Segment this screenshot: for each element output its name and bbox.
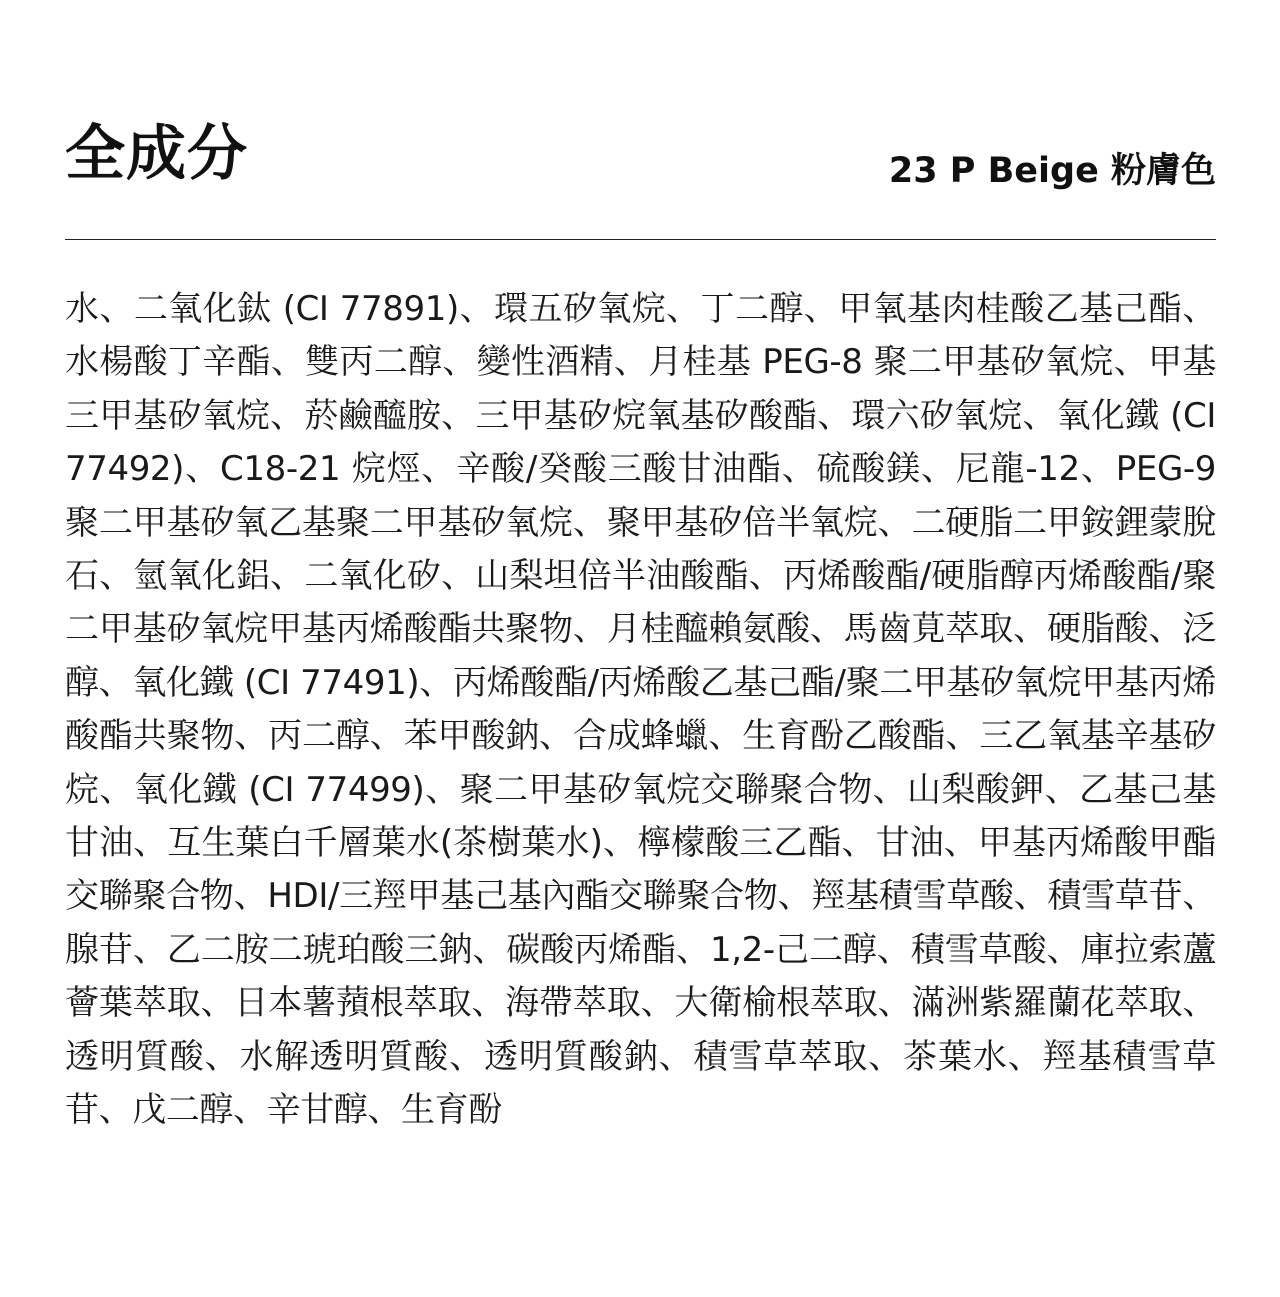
page-title: 全成分 [65,119,248,189]
page-header [65,0,1216,240]
header-divider [65,239,1216,240]
ingredients-page [65,0,1216,1131]
ingredient-list: 水、二氧化鈦 (CI 77891)、環五矽氧烷、丁二醇、甲氧基肉桂酸乙基己酯、水楊酸丁辛酯、雙丙二醇、變性酒精、月桂基 PEG-8 聚二甲基矽氧烷、甲基三甲基矽氧烷、菸鹼醯胺、三甲基矽烷氧基矽酸酯、環六矽氧烷、氧化鐵 (CI 77492)、C18-21 烷烴、辛酸/癸酸三酸甘油酯、硫酸鎂、尼龍-12、PEG-9 聚二甲基矽氧乙基聚二甲基矽氧烷、聚甲基矽倍半氧烷、二硬脂二甲銨鋰蒙脫石、氫氧化鋁、二氧化矽、山梨坦倍半油酸酯、丙烯酸酯/硬脂醇丙烯酸酯/聚二甲基矽氧烷甲基丙烯酸酯共聚物、月桂醯賴氨酸、馬齒莧萃取、硬脂酸、泛醇、氧化鐵 (CI 77491)、丙烯酸酯/丙烯酸乙基己酯/聚二甲基矽氧烷甲基丙烯酸酯共聚物、丙二醇、苯甲酸鈉、合成蜂蠟、生育酚乙酸酯、三乙氧基辛基矽烷、氧化鐵 (CI 77499)、聚二甲基矽氧烷交聯聚合物、山梨酸鉀、乙基己基甘油、互生葉白千層葉水(茶樹葉水)、檸檬酸三乙酯、甘油、甲基丙烯酸甲酯交聯聚合物、HDI/三羥甲基己基內酯交聯聚合物、羥基積雪草酸、積雪草苷、腺苷、乙二胺二琥珀酸三鈉、碳酸丙烯酯、1,2-己二醇、積雪草酸、庫拉索蘆薈葉萃取、日本薯蕷根萃取、海帶萃取、大衛榆根萃取、滿洲紫羅蘭花萃取、透明質酸、水解透明質酸、透明質酸鈉、積雪草萃取、茶葉水、羥基積雪草苷、戊二醇、辛甘醇、生育酚 [65,289,1216,1131]
shade-label: 23 P Beige 粉膚色 [888,151,1216,191]
